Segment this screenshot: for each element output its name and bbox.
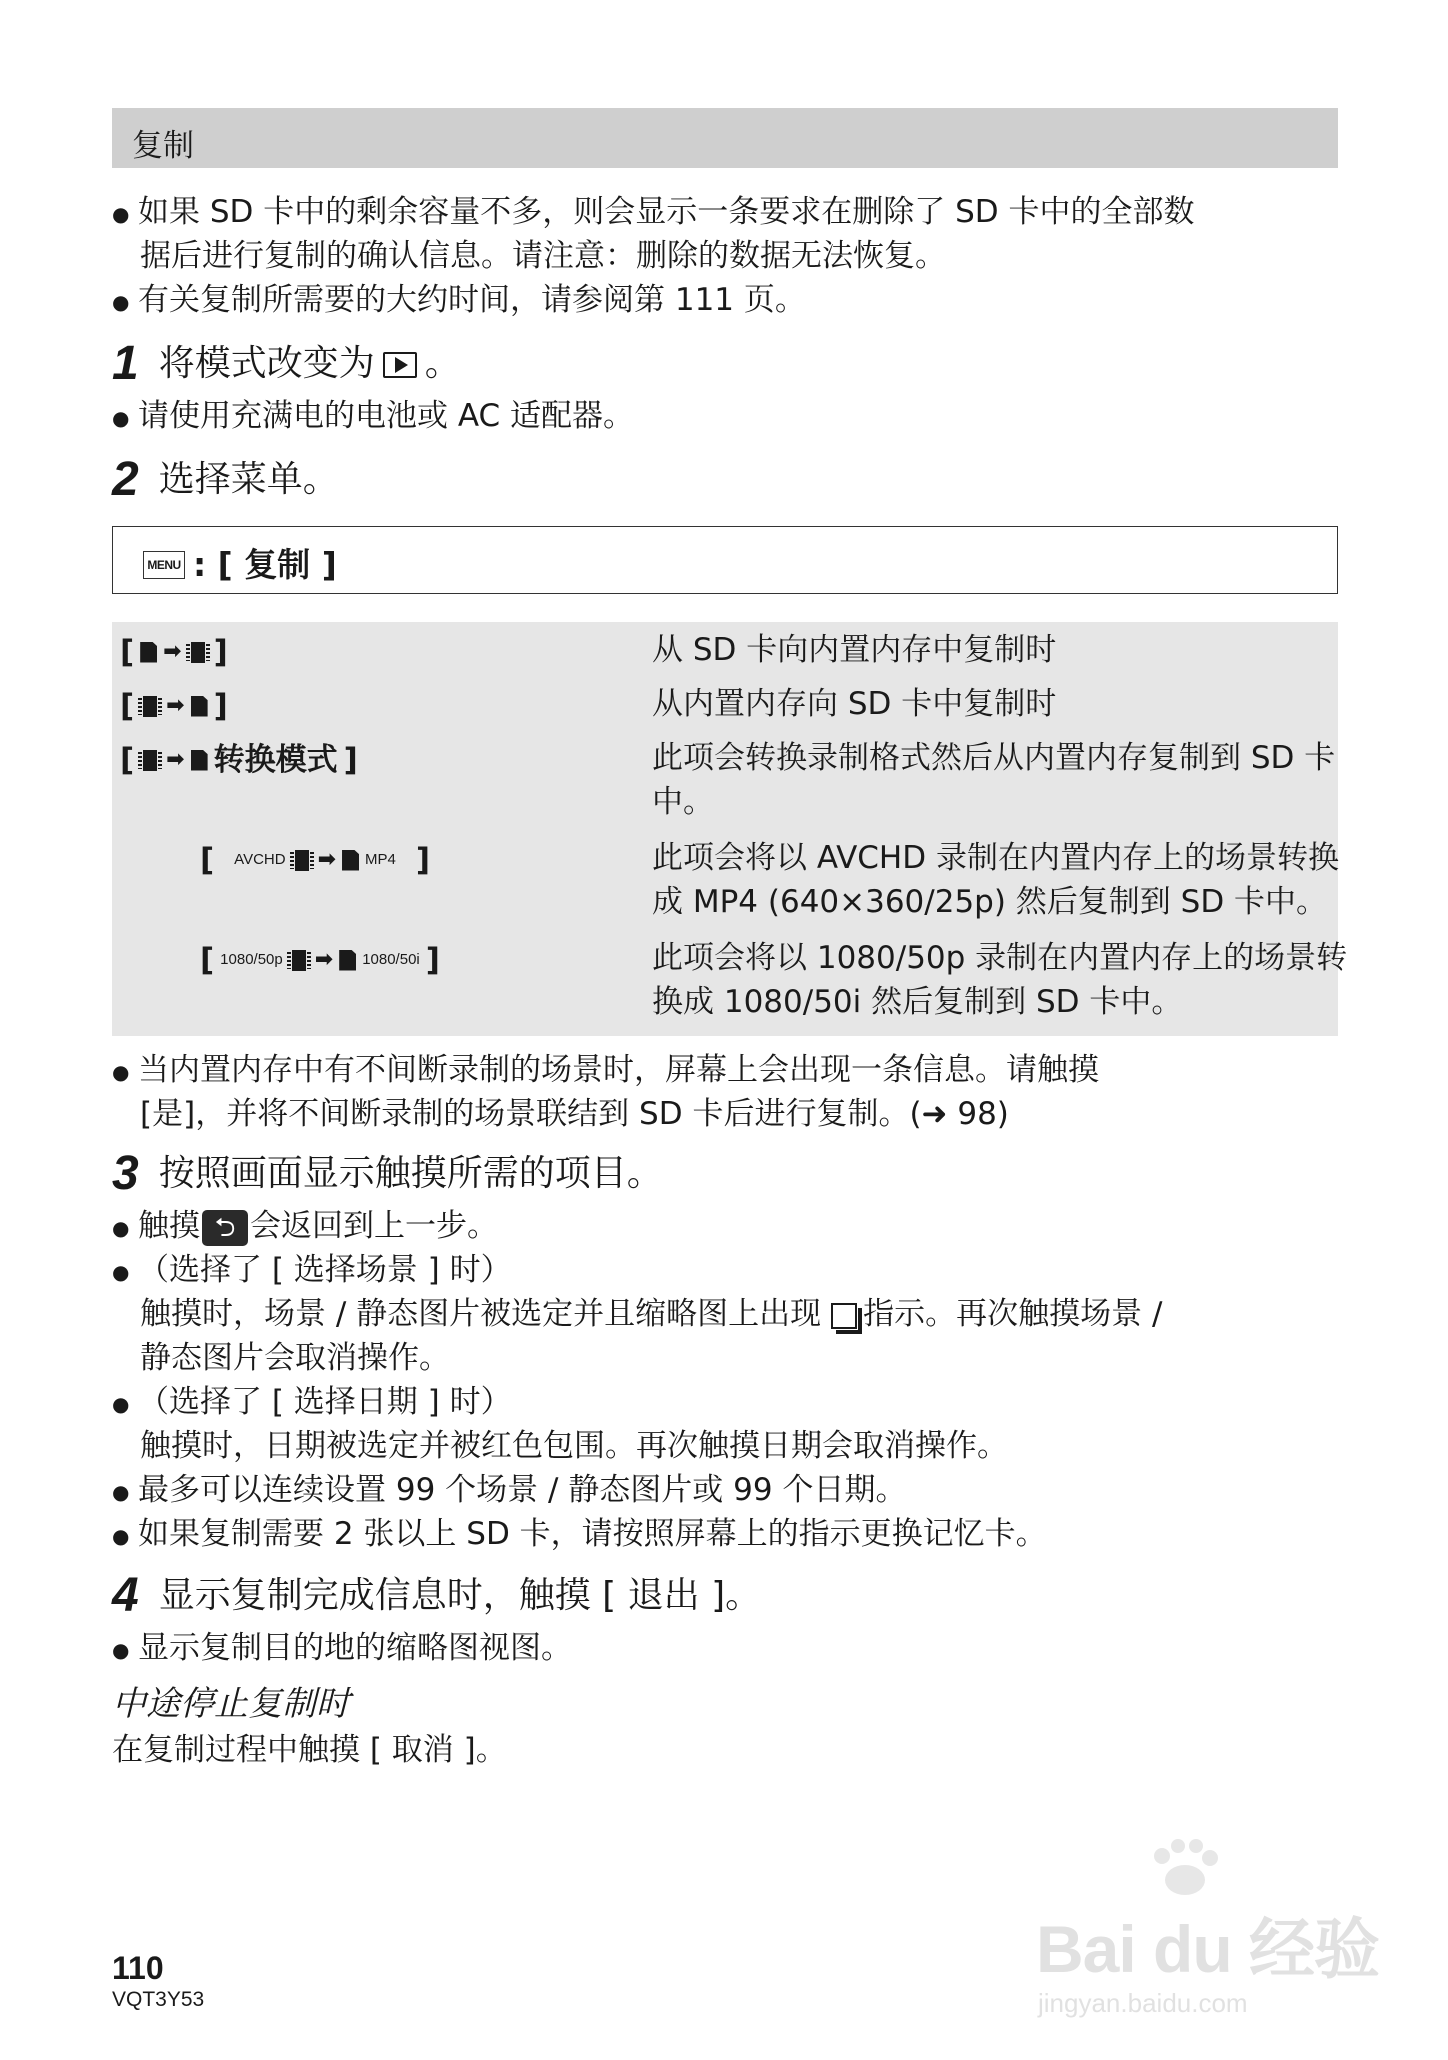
- selected-check-icon: [831, 1303, 857, 1329]
- step-3-scene-line1: 触摸时，场景 / 静态图片被选定并且缩略图上出现 指示。再次触摸场景 /: [140, 1296, 1163, 1332]
- continuous-recording-note-cont: [是]，并将不间断录制的场景联结到 SD 卡后进行复制。(➜ 98): [140, 1096, 1009, 1132]
- step-4-note: ● 显示复制目的地的缩略图视图。: [112, 1626, 572, 1672]
- option-desc: 从内置内存向 SD 卡中复制时: [652, 686, 1057, 722]
- sd-card-icon: [342, 850, 359, 871]
- sd-card-icon: [339, 950, 356, 971]
- step-3-bullet-cards: ● 如果复制需要 2 张以上 SD 卡，请按照屏幕上的指示更换记忆卡。: [112, 1512, 1047, 1558]
- copy-options-table: [112, 622, 1348, 1036]
- document-code: VQT3Y53: [112, 1988, 205, 2011]
- built-in-memory-icon: [143, 696, 157, 717]
- step-title: 选择菜单。: [158, 459, 339, 500]
- option-desc: 成 MP4 (640×360/25p) 然后复制到 SD 卡中。: [652, 884, 1328, 920]
- arrow-right-icon: ➡: [166, 693, 185, 718]
- step-3: [112, 1146, 663, 1202]
- step-title: 将模式改变为: [158, 343, 375, 384]
- menu-path: : [ 复制 ]: [193, 545, 337, 584]
- arrow-right-icon: ➡: [163, 639, 182, 664]
- paw-logo-icon: [1140, 1838, 1230, 1898]
- back-icon: ⮌: [202, 1210, 248, 1246]
- bullet-icon: ●: [112, 405, 130, 430]
- intro-bullet-1: ● 如果 SD 卡中的剩余容量不多，则会显示一条要求在删除了 SD 卡中的全部数: [112, 190, 1195, 236]
- menu-icon: MENU: [143, 551, 185, 579]
- stop-copy-text: 在复制过程中触摸 [ 取消 ]。: [112, 1732, 507, 1768]
- continuous-recording-note: ● 当内置内存中有不间断录制的场景时，屏幕上会出现一条信息。请触摸: [112, 1048, 1099, 1094]
- step-1: 1 将模式改变为 。: [112, 337, 461, 390]
- bullet-icon: ●: [112, 1523, 130, 1548]
- step-title: 显示复制完成信息时，触摸 [ 退出 ]。: [158, 1575, 762, 1616]
- baidu-watermark: [1028, 1838, 1380, 2038]
- sd-card-icon: [191, 696, 208, 717]
- step-number: 1: [112, 337, 139, 390]
- bullet-icon: ●: [112, 1637, 130, 1662]
- bullet-icon: ●: [112, 289, 130, 314]
- step-3-scene-line2: 静态图片会取消操作。: [140, 1340, 450, 1376]
- built-in-memory-icon: [295, 850, 309, 871]
- step-4: [112, 1568, 761, 1624]
- step-3-date-line1: 触摸时，日期被选定并被红色包围。再次触摸日期会取消操作。: [140, 1428, 1008, 1464]
- option-desc: 此项会转换录制格式然后从内置内存复制到 SD 卡: [652, 740, 1336, 776]
- option-sd-to-memory: [ ➡ ]: [120, 634, 228, 670]
- play-mode-icon: [383, 352, 417, 378]
- option-avchd-to-mp4: [ AVCHD ➡ MP4 ]: [200, 842, 431, 878]
- menu-path-box: [112, 526, 1338, 594]
- bullet-icon: ●: [112, 201, 130, 226]
- step-1-note: ● 请使用充满电的电池或 AC 适配器。: [112, 394, 634, 440]
- stop-copy-heading: 中途停止复制时: [112, 1684, 350, 1724]
- watermark-url: jingyan.baidu.com: [1038, 1988, 1248, 2018]
- intro-bullet-1-cont: 据后进行复制的确认信息。请注意：删除的数据无法恢复。: [140, 238, 946, 274]
- built-in-memory-icon: [143, 750, 157, 771]
- step-3-bullet-back: ● 触摸 ⮌ 会返回到上一步。: [112, 1204, 498, 1250]
- step-3-bullet-max: ● 最多可以连续设置 99 个场景 / 静态图片或 99 个日期。: [112, 1468, 906, 1514]
- option-1080p-to-1080i: [ 1080/50p ➡ 1080/50i ]: [200, 942, 440, 978]
- option-desc: 中。: [652, 784, 714, 820]
- arrow-right-icon: ➡: [166, 747, 185, 772]
- bullet-icon: ●: [112, 1215, 130, 1240]
- option-desc: 换成 1080/50i 然后复制到 SD 卡中。: [652, 984, 1183, 1020]
- section-header: [112, 108, 1338, 168]
- step-title: 按照画面显示触摸所需的项目。: [158, 1153, 663, 1194]
- step-2: [112, 452, 339, 508]
- page-number: 110: [112, 1950, 164, 1986]
- arrow-right-icon: ➡: [317, 847, 337, 872]
- built-in-memory-icon: [191, 642, 205, 663]
- intro-bullet-2: ● 有关复制所需要的大约时间，请参阅第 111 页。: [112, 278, 806, 324]
- option-conversion-mode: [ ➡ 转换模式 ]: [120, 742, 358, 778]
- sd-card-icon: [140, 642, 157, 663]
- watermark-brand: Bai du 经验: [1036, 1912, 1380, 1986]
- arrow-right-icon: ➡: [314, 947, 334, 972]
- option-memory-to-sd: [ ➡ ]: [120, 688, 228, 724]
- built-in-memory-icon: [292, 950, 306, 971]
- bullet-icon: ●: [112, 1259, 130, 1284]
- bullet-icon: ●: [112, 1391, 130, 1416]
- step-3-bullet-date: ● （选择了 [ 选择日期 ] 时）: [112, 1380, 512, 1426]
- option-desc: 此项会将以 1080/50p 录制在内置内存上的场景转: [652, 940, 1348, 976]
- bullet-icon: ●: [112, 1479, 130, 1504]
- option-desc: 此项会将以 AVCHD 录制在内置内存上的场景转换: [652, 840, 1339, 876]
- bullet-icon: ●: [112, 1059, 130, 1084]
- sd-card-icon: [191, 750, 208, 771]
- option-desc: 从 SD 卡向内置内存中复制时: [652, 632, 1057, 668]
- step-number: 2: [112, 453, 139, 506]
- step-3-bullet-scene: ● （选择了 [ 选择场景 ] 时）: [112, 1248, 512, 1294]
- step-number: 3: [112, 1147, 139, 1200]
- step-number: 4: [112, 1569, 139, 1622]
- section-title: 复制: [132, 128, 194, 164]
